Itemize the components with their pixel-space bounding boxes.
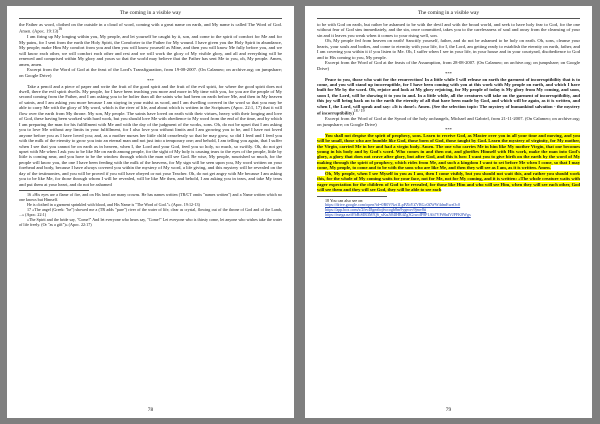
footnote-ref-18[interactable]: 18 / 19: [353, 109, 365, 114]
left-paragraph-2: I am firing up My longing within you, My people, and let yourself be caught by it, son, and come to the spirit of comfort for Me and for My pains, for I sent from the earth the Holy Spirit, the Comforter to the Father for My wound. I have given you the Holy Spirit in abundance, My people; make Him My comfort from you and then you will know yourself as Mine, and then you will know Me fully before you, and we will know each other, we will comfort each other and rest and we will work the glory of My visible glory, and all and everything will be renewed and comprised within My glory and yours so that the world may believe that the Father has sent Me to you, oh, My people. Amen, amen, amen.: [19, 34, 282, 67]
right-footnote-link-1[interactable]: https://drive.google.com/open?id=0B0VNzt1LpPZbYZVRGc0ZWW4dmEwzOc0: [325, 202, 461, 208]
left-paragraph-1: the Father as word, clothed on the outside in a cloud of word, coming with a great name on earth, and My name is called The Word of God. Amen. (Apoc. 19:13)$^{16}$: [19, 22, 282, 34]
left-paragraph-4: Take a pencil and a piece of paper and write the fruit of the good spirit and the fruit of the evil spirit, for where the good spirit does not dwell, there the evil spirit dwells. My people, for I have been teaching you more and more in My time with you, for you are the people of My second coming from the Father, and I am asking you to be holier than all the saints who had been on earth before Me, and then in My heaven of saints, and I am asking you more because I am staying in your midst as word, and I am dwelling covered in the word so that you may be able to carry Me with the glory of My word, which is the river of life, and about which is written in the Scriptures (Apoc. 22:1, 17) that it will flow over the earth from My throne. My son, My people. The saints have loved on earth with their virtues, heavy with their longing and love of God, these having been worked with hard work, but you should love Me with obedience to My word from the end of the time, and by which I am preparing the man for his fulfillment with Me and with the day of the judgment of the works, sons. Oh, do not be upset that I am asking you to love Me without any limits in your fulfillment, for I also love you without limits and I am growing you to be, and I have not loved anyone before you as I have loved you; and, as a mother nurses her little child ceaselessly so that he may grow, so did I feed and I feed you with the milk of the eternity to grow you into an eternal man and not just into a temporary one; and behold, I am telling you again, that I suffer when I see that you cannot be on earth as in heaven, when I, the Lord and your God, feed you so holy, so much, so swiftly. Oh, do not get upset with Me when I ask you to be like Me on earth among people, for the sight of My holy is causing tears to the eyes of the people, little by little is coming near, and you have to be the window through which the man will see God. Be wise, My people, nourished so much, for the people will know you, the one I have been feeding with the milk of the heavens, for My sign will be seen upon you, My word written on your forehead and body, because I have always covered you within the mystery of My word, a life giving, and this mystery will be revealed on the day of the testimonies, and you will be proved if you will have obeyed or not your Teacher. Oh, do not get angry with Me because I am asking you to be like Me, for those through whom I will be revealed, will be like Me then, and behold, I am asking you in tears, and take My tears and put them at your heart, and do not be ashamed: [19, 83, 282, 187]
left-footnote-2: He is clothed in a garment sprinkled with blood, and His Name is "The Word of God."» (Apoc. 19:12-13): [27, 201, 200, 207]
right-paragraph-6: You shall not despise the spirit of prophecy, sons. Learn to receive God, as Master over you in all your time and moving, and you will be small, those who are humble like God, those born of God, those taught by God. Learn the mystery of virginity, for My mother, the Virgin, carried Me in her and had a virgin body. Amen. The one who carries Me in him like My mother Virgin, that one becomes young in his body and by God's word. Who comes in and then out, and glorifies Himself with His work, make the man into God's glory, a glory that does not crave after glory, but after God, and this is how I want you to give birth on the earth by the word of My making through the spirit of prophecy, which rides from Me, and such a kingdom I want to set before Me when I come, so that I may come, My people, to come and to be with the sons who are like Me, and then they will see as I am, as it is written. Amen.: [317, 132, 580, 171]
right-footnote-rule: [317, 196, 387, 197]
right-footnote-link-3[interactable]: https://mega.nz/#!bRtSIR3M!Q6_xKuJi04lHR4Zg3GiwoIF8P1Ah7VPt9hdVJPFK8Wgs: [325, 212, 471, 218]
right-footnote-link-2[interactable]: https://app.box.com/s/2frv48gm6ojfwcogb8m9ygmvc9jmv8ti: [325, 207, 427, 213]
right-page-body: [317, 22, 580, 218]
right-header-rule: [317, 18, 580, 19]
left-footnote-3: 17 «The angel (Greek: "he") showed me a (TR adds "pure") river of the water of life, clear as crystal, flowing out of the throne of God and of the Lamb, ...» (Apoc. 22:1): [19, 206, 282, 217]
footnote-ref-16[interactable]: 16: [58, 27, 63, 32]
right-paragraph-2: Oh, My people fed from heaven on earth! Sanctify yourself, father, and do not be ashamed to be holy on earth. Oh, sons, cleanse your hearts, your souls and bodies, and come to eternity with your life, for I, the Lord, am getting ready to establish the eternity on earth, father, and I am covering you within it if you listen to Me. Oh, I suffer when I see in your life, in your house and in your courtyard, disobedience to God and to His coming to you, My people.: [317, 38, 580, 60]
left-page: [7, 6, 294, 418]
right-excerpt-1: Excerpt from the Word of God at the feasts of the Assumption, from 28-08-2007. (On Calameo; on archive.org; on jumpshare; on Google Drive): [317, 60, 580, 71]
right-paragraph-4: Peace to you, those who wait for the resurrection! In a little while I will release on earth the garment of incorruptibility that is to come, and you will stand up incorruptible, for I have been coming with you at this work with My people on earth, and which I have built for Me by the word. Oh, rejoice and look at My glory rejoicing, for My people of today is My glory from My coming, and soon, soon I, the Lord, will be showing it to you in and. In a little while, all the creatures will take on the garment of incorruptibility, and this joy will bring back on to the earth the eternity of all that have been made by God, and which will be again, as it is written, and when I, the Lord, will speak and say: «It is done!» Amen. (See the selection topic: The mystery of humankind salvation - the mystery of incorruptibility)$^{18 / 19}$: [317, 76, 580, 116]
left-footnote-4: «The Spirit and the bride say, "Come!" And let everyone who hears say, "Come!" Let everyone who is thirsty come, let anyone who wishes take the water of life freely. (Or "as a gift")» (Apoc. 22:17): [19, 216, 282, 227]
left-footnote-rule: [19, 190, 89, 191]
left-running-header: The coming in a visible way: [119, 10, 182, 16]
left-header-rule: [19, 18, 282, 19]
right-running-header: The coming in a visible way: [417, 10, 480, 16]
left-footnote-1: 16 «His eyes are a flame of fire, and on His head are many crowns. He has names written (TR/CT omits "names written") and a Name written which no one knows but Himself.: [19, 192, 282, 203]
right-paragraph-1: to be with God on earth, but rather be ashamed to be with the devil and with the broad world, and seek to have holy fear to God, for the one without fear of God sins immediately, and the sin, once committed, takes you to the carelessness of soul and away from the cleansing of your sin and it leaves you weak when it comes to your rising well, son.: [317, 22, 580, 38]
right-excerpt-2: Excerpt from the Word of God at the Synod of the holy archangels, Michael and Gabriel, from 21-11-2007. (On Calameo; on archive.org; on jumpshare; on Google Drive): [317, 116, 580, 127]
left-excerpt-1: Excerpt from the Word of God at the feast of the Lord's Transfiguration, from 19-08-2007. (On Calameo; on archive.org; on jumpshare; on Google Drive): [19, 67, 282, 78]
right-footnote-1: 18 You can also see on:: [325, 197, 364, 203]
left-page-body: [19, 22, 282, 227]
right-page: [305, 6, 592, 418]
right-paragraph-7: Oh, My people, when I see Myself in you as I am, then I come visibly, but you should not wait this, and rather you should work this, for the whole of My coming waits for your face, not for Me, not for My coming, and it is written: «The whole creature waits with eager expectation for the children of God to be revealed, for those like Him and who will see Him, when they will see each other, God will see them and they will see God, they will be able to see each: [317, 170, 580, 193]
right-page-number: 79: [445, 407, 452, 413]
right-separator-1: ***: [445, 71, 452, 77]
right-separator-2: ***: [445, 127, 452, 133]
left-page-number: 78: [147, 407, 154, 413]
left-separator: ***: [147, 78, 154, 84]
